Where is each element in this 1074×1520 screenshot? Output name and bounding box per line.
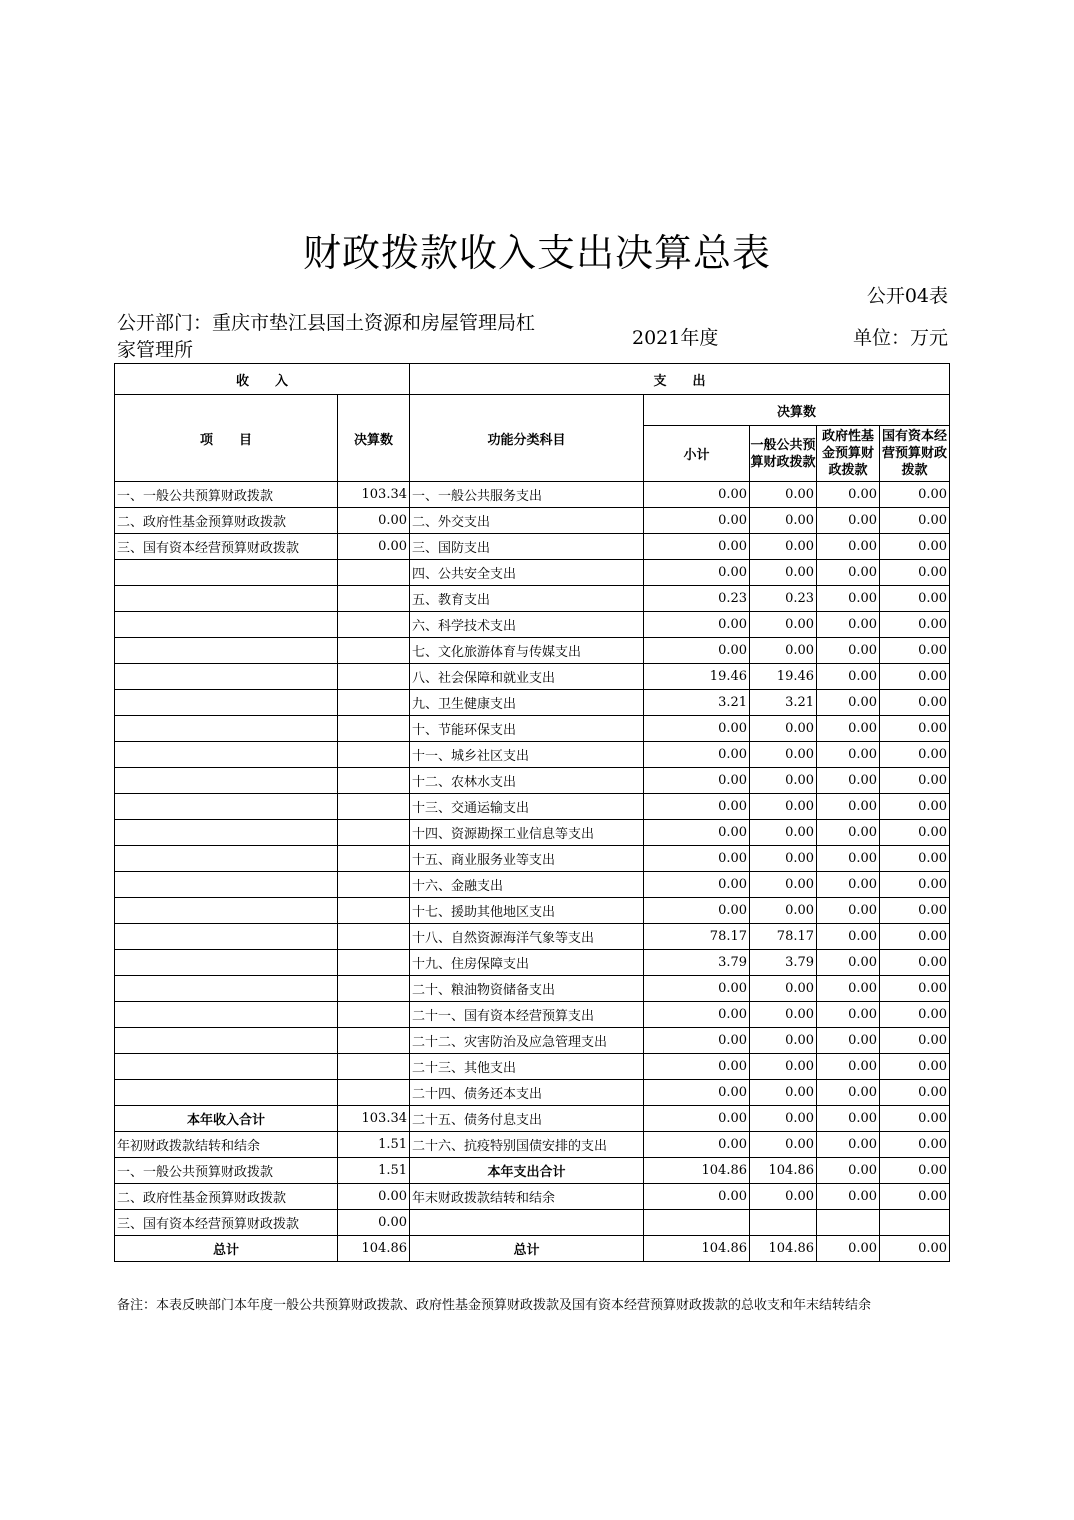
expense-amount-cell: 0.00 <box>880 638 950 664</box>
expense-amount-cell: 19.46 <box>644 664 750 690</box>
expense-item-cell: 二、外交支出 <box>410 508 644 534</box>
footnote: 备注：本表反映部门本年度一般公共预算财政拨款、政府性基金预算财政拨款及国有资本经营预算财政拨款的总收支和年末结转结余 <box>117 1298 872 1313</box>
expense-amount-cell: 0.00 <box>644 1054 750 1080</box>
expense-item-cell: 二十一、国有资本经营预算支出 <box>410 1002 644 1028</box>
expense-amount-cell: 0.00 <box>880 794 950 820</box>
amount-header: 决算数 <box>338 395 410 482</box>
expense-amount-cell: 0.00 <box>644 794 750 820</box>
table-row <box>115 638 950 664</box>
department-label: 公开部门：重庆市垫江县国土资源和房屋管理局杠家管理所 <box>117 312 536 361</box>
expense-amount-cell: 3.79 <box>644 950 750 976</box>
expense-item-cell: 七、文化旅游体育与传媒支出 <box>410 638 644 664</box>
income-amount-cell <box>338 820 410 846</box>
expense-amount-cell: 0.00 <box>750 872 817 898</box>
table-row <box>115 742 950 768</box>
expense-amount-cell: 0.00 <box>817 1236 880 1262</box>
expense-amount-cell: 0.00 <box>750 768 817 794</box>
expense-amount-cell: 0.00 <box>644 976 750 1002</box>
item-header: 项 目 <box>115 395 338 482</box>
income-amount-cell <box>338 638 410 664</box>
expense-amount-cell: 0.00 <box>817 664 880 690</box>
income-amount-cell <box>338 1080 410 1106</box>
income-item-cell: 一、一般公共预算财政拨款 <box>115 1158 338 1184</box>
form-number: 公开04表 <box>866 285 948 307</box>
expense-amount-cell: 0.00 <box>817 1184 880 1210</box>
table-row <box>115 482 950 508</box>
income-amount-cell: 103.34 <box>338 1106 410 1132</box>
page-title: 财政拨款收入支出决算总表 <box>302 231 771 275</box>
expense-amount-cell: 0.00 <box>880 1236 950 1262</box>
expense-item-cell: 总计 <box>410 1236 644 1262</box>
income-amount-cell <box>338 794 410 820</box>
expense-amount-cell: 0.00 <box>644 846 750 872</box>
table-row <box>115 898 950 924</box>
income-amount-cell <box>338 846 410 872</box>
expense-amount-cell: 0.00 <box>880 1054 950 1080</box>
expense-item-cell: 四、公共安全支出 <box>410 560 644 586</box>
income-amount-cell: 1.51 <box>338 1132 410 1158</box>
expense-amount-cell: 0.00 <box>880 846 950 872</box>
expense-amount-cell: 0.00 <box>750 1184 817 1210</box>
table-row <box>115 612 950 638</box>
expense-item-cell: 十九、住房保障支出 <box>410 950 644 976</box>
expense-amount-cell: 0.00 <box>817 1080 880 1106</box>
expense-amount-cell: 0.23 <box>644 586 750 612</box>
expense-item-cell: 年末财政拨款结转和结余 <box>410 1184 644 1210</box>
expense-amount-cell: 0.00 <box>750 976 817 1002</box>
expense-amount-cell: 0.00 <box>644 1028 750 1054</box>
expense-amount-cell: 104.86 <box>750 1236 817 1262</box>
expense-amount-cell: 78.17 <box>644 924 750 950</box>
expense-item-cell: 二十四、债务还本支出 <box>410 1080 644 1106</box>
income-amount-cell <box>338 612 410 638</box>
expense-amount-cell: 0.00 <box>750 742 817 768</box>
unit-label: 单位：万元 <box>852 327 948 349</box>
expense-amount-cell: 78.17 <box>750 924 817 950</box>
income-item-cell <box>115 820 338 846</box>
income-item-cell <box>115 794 338 820</box>
table-row <box>115 1054 950 1080</box>
expense-amount-cell: 0.00 <box>750 482 817 508</box>
income-amount-cell <box>338 1028 410 1054</box>
income-amount-cell <box>338 1002 410 1028</box>
income-amount-cell <box>338 742 410 768</box>
expense-amount-cell: 0.00 <box>750 1054 817 1080</box>
expense-item-cell: 九、卫生健康支出 <box>410 690 644 716</box>
expense-amount-cell: 0.00 <box>880 716 950 742</box>
expense-amount-cell: 0.00 <box>817 586 880 612</box>
header-row-2 <box>115 395 950 426</box>
final-amount-header: 决算数 <box>644 395 950 426</box>
expense-amount-cell: 0.00 <box>750 1002 817 1028</box>
income-amount-cell <box>338 586 410 612</box>
income-item-cell <box>115 1002 338 1028</box>
expense-amount-cell: 0.00 <box>880 612 950 638</box>
expense-amount-cell: 3.21 <box>644 690 750 716</box>
expense-item-cell: 十四、资源勘探工业信息等支出 <box>410 820 644 846</box>
table-row <box>115 560 950 586</box>
income-amount-cell: 0.00 <box>338 1210 410 1236</box>
income-item-cell: 一、一般公共预算财政拨款 <box>115 482 338 508</box>
income-amount-cell: 103.34 <box>338 482 410 508</box>
table-row <box>115 1184 950 1210</box>
table-row <box>115 976 950 1002</box>
expense-amount-cell: 0.00 <box>880 976 950 1002</box>
income-amount-cell <box>338 950 410 976</box>
header-row-1 <box>115 364 950 395</box>
income-item-cell <box>115 716 338 742</box>
income-item-cell: 总计 <box>115 1236 338 1262</box>
expense-amount-cell: 104.86 <box>750 1158 817 1184</box>
expense-item-cell: 五、教育支出 <box>410 586 644 612</box>
expense-amount-cell: 0.00 <box>644 768 750 794</box>
expense-amount-cell: 0.00 <box>817 794 880 820</box>
expense-amount-cell: 0.00 <box>817 768 880 794</box>
income-item-cell: 本年收入合计 <box>115 1106 338 1132</box>
income-item-cell <box>115 1028 338 1054</box>
expense-item-cell: 十一、城乡社区支出 <box>410 742 644 768</box>
expense-amount-cell: 104.86 <box>644 1236 750 1262</box>
expense-amount-cell: 0.00 <box>817 534 880 560</box>
expense-amount-cell: 0.00 <box>817 690 880 716</box>
expense-amount-cell: 0.00 <box>880 560 950 586</box>
expense-amount-cell: 0.00 <box>817 846 880 872</box>
expense-item-cell: 三、国防支出 <box>410 534 644 560</box>
table-row <box>115 872 950 898</box>
income-amount-cell <box>338 872 410 898</box>
expense-amount-cell <box>880 1210 950 1236</box>
expense-amount-cell: 0.00 <box>817 638 880 664</box>
expense-amount-cell: 3.21 <box>750 690 817 716</box>
expense-amount-cell: 0.00 <box>644 872 750 898</box>
expense-amount-cell: 0.00 <box>750 1132 817 1158</box>
expense-item-cell: 二十五、债务付息支出 <box>410 1106 644 1132</box>
expense-amount-cell: 0.00 <box>644 742 750 768</box>
table-row <box>115 1210 950 1236</box>
expense-amount-cell: 0.00 <box>644 820 750 846</box>
expense-amount-cell: 0.00 <box>880 950 950 976</box>
expense-amount-cell: 0.00 <box>644 1080 750 1106</box>
expense-amount-cell: 0.00 <box>817 1028 880 1054</box>
table-row <box>115 846 950 872</box>
table-row <box>115 768 950 794</box>
expense-amount-cell: 0.00 <box>817 612 880 638</box>
income-item-cell <box>115 846 338 872</box>
expense-amount-cell: 0.00 <box>750 534 817 560</box>
expense-item-cell: 十六、金融支出 <box>410 872 644 898</box>
table-row <box>115 1158 950 1184</box>
table-row <box>115 716 950 742</box>
income-amount-cell <box>338 716 410 742</box>
expense-amount-cell: 0.00 <box>644 638 750 664</box>
expense-amount-cell: 0.00 <box>880 1106 950 1132</box>
income-item-cell <box>115 612 338 638</box>
expense-amount-cell: 0.00 <box>817 560 880 586</box>
function-header: 功能分类科目 <box>410 395 644 482</box>
expense-amount-cell: 0.00 <box>880 690 950 716</box>
income-item-cell <box>115 924 338 950</box>
expense-amount-cell: 0.00 <box>750 716 817 742</box>
expense-amount-cell: 0.00 <box>880 482 950 508</box>
state-capital-header: 国有资本经营预算财政拨款 <box>880 426 950 482</box>
expense-amount-cell: 3.79 <box>750 950 817 976</box>
expense-amount-cell: 0.00 <box>750 638 817 664</box>
expense-item-cell: 一、一般公共服务支出 <box>410 482 644 508</box>
expense-amount-cell: 0.00 <box>880 820 950 846</box>
expense-amount-cell: 0.00 <box>644 716 750 742</box>
income-item-cell <box>115 872 338 898</box>
expense-item-cell: 十、节能环保支出 <box>410 716 644 742</box>
expense-amount-cell: 104.86 <box>644 1158 750 1184</box>
expense-amount-cell: 19.46 <box>750 664 817 690</box>
expense-amount-cell: 0.00 <box>750 1106 817 1132</box>
expense-amount-cell: 0.00 <box>644 1002 750 1028</box>
expense-amount-cell: 0.00 <box>644 612 750 638</box>
expense-amount-cell: 0.23 <box>750 586 817 612</box>
table-row <box>115 794 950 820</box>
income-item-cell <box>115 768 338 794</box>
expense-amount-cell: 0.00 <box>817 924 880 950</box>
table-row <box>115 1002 950 1028</box>
expense-amount-cell: 0.00 <box>880 924 950 950</box>
expense-amount-cell: 0.00 <box>644 482 750 508</box>
expense-amount-cell: 0.00 <box>817 1158 880 1184</box>
income-amount-cell <box>338 768 410 794</box>
expense-amount-cell: 0.00 <box>817 508 880 534</box>
expense-item-cell: 十八、自然资源海洋气象等支出 <box>410 924 644 950</box>
table-row <box>115 586 950 612</box>
fiscal-year: 2021年度 <box>632 327 719 349</box>
fund-budget-header: 政府性基金预算财政拨款 <box>817 426 880 482</box>
expense-amount-cell: 0.00 <box>817 976 880 1002</box>
expense-amount-cell: 0.00 <box>644 898 750 924</box>
expense-amount-cell: 0.00 <box>817 1106 880 1132</box>
expense-item-cell: 六、科学技术支出 <box>410 612 644 638</box>
expense-amount-cell: 0.00 <box>880 1158 950 1184</box>
table-row <box>115 1080 950 1106</box>
income-item-cell <box>115 976 338 1002</box>
expense-amount-cell: 0.00 <box>817 1132 880 1158</box>
table-row <box>115 1028 950 1054</box>
expense-item-cell: 二十三、其他支出 <box>410 1054 644 1080</box>
expense-amount-cell: 0.00 <box>817 820 880 846</box>
expense-amount-cell: 0.00 <box>644 1184 750 1210</box>
expense-amount-cell: 0.00 <box>817 1054 880 1080</box>
income-item-cell <box>115 586 338 612</box>
expense-amount-cell: 0.00 <box>880 742 950 768</box>
income-amount-cell <box>338 560 410 586</box>
expense-amount-cell: 0.00 <box>880 534 950 560</box>
expense-item-cell: 十三、交通运输支出 <box>410 794 644 820</box>
subtotal-header: 小计 <box>644 426 750 482</box>
table-row <box>115 534 950 560</box>
expense-amount-cell: 0.00 <box>817 716 880 742</box>
expense-amount-cell: 0.00 <box>880 872 950 898</box>
table-row <box>115 924 950 950</box>
expense-amount-cell <box>644 1210 750 1236</box>
income-amount-cell: 0.00 <box>338 1184 410 1210</box>
income-item-cell: 二、政府性基金预算财政拨款 <box>115 1184 338 1210</box>
expense-amount-cell: 0.00 <box>817 742 880 768</box>
expense-item-cell: 二十六、抗疫特别国债安排的支出 <box>410 1132 644 1158</box>
expense-amount-cell: 0.00 <box>817 1002 880 1028</box>
income-amount-cell: 104.86 <box>338 1236 410 1262</box>
expense-amount-cell: 0.00 <box>750 1080 817 1106</box>
expense-item-cell: 十二、农林水支出 <box>410 768 644 794</box>
expense-amount-cell: 0.00 <box>750 846 817 872</box>
income-item-cell <box>115 742 338 768</box>
expense-amount-cell: 0.00 <box>644 1132 750 1158</box>
appropriation-table <box>114 363 950 1262</box>
expense-amount-cell: 0.00 <box>750 820 817 846</box>
expense-item-cell: 十七、援助其他地区支出 <box>410 898 644 924</box>
expense-amount-cell: 0.00 <box>750 1028 817 1054</box>
expense-amount-cell: 0.00 <box>880 1080 950 1106</box>
expense-item-cell: 八、社会保障和就业支出 <box>410 664 644 690</box>
table-row <box>115 950 950 976</box>
expense-amount-cell: 0.00 <box>644 1106 750 1132</box>
general-budget-header: 一般公共预算财政拨款 <box>750 426 817 482</box>
expense-item-cell: 二十二、灾害防治及应急管理支出 <box>410 1028 644 1054</box>
expense-amount-cell <box>817 1210 880 1236</box>
income-item-cell <box>115 950 338 976</box>
income-item-cell: 二、政府性基金预算财政拨款 <box>115 508 338 534</box>
income-amount-cell <box>338 898 410 924</box>
expense-header: 支 出 <box>410 364 950 395</box>
expense-amount-cell: 0.00 <box>644 534 750 560</box>
income-item-cell <box>115 1080 338 1106</box>
income-item-cell <box>115 638 338 664</box>
income-item-cell: 三、国有资本经营预算财政拨款 <box>115 1210 338 1236</box>
expense-amount-cell: 0.00 <box>644 560 750 586</box>
income-item-cell: 三、国有资本经营预算财政拨款 <box>115 534 338 560</box>
table-row <box>115 690 950 716</box>
expense-amount-cell: 0.00 <box>880 1002 950 1028</box>
expense-amount-cell: 0.00 <box>880 508 950 534</box>
expense-item-cell: 二十、粮油物资储备支出 <box>410 976 644 1002</box>
expense-amount-cell: 0.00 <box>750 560 817 586</box>
income-amount-cell <box>338 664 410 690</box>
income-item-cell <box>115 664 338 690</box>
expense-amount-cell: 0.00 <box>817 482 880 508</box>
expense-amount-cell: 0.00 <box>817 872 880 898</box>
income-amount-cell <box>338 1054 410 1080</box>
expense-item-cell: 本年支出合计 <box>410 1158 644 1184</box>
expense-amount-cell: 0.00 <box>880 768 950 794</box>
income-amount-cell: 1.51 <box>338 1158 410 1184</box>
expense-amount-cell <box>750 1210 817 1236</box>
expense-amount-cell: 0.00 <box>817 950 880 976</box>
income-item-cell <box>115 560 338 586</box>
expense-amount-cell: 0.00 <box>880 1028 950 1054</box>
expense-amount-cell: 0.00 <box>817 898 880 924</box>
table-row <box>115 664 950 690</box>
income-amount-cell <box>338 924 410 950</box>
expense-item-cell <box>410 1210 644 1236</box>
expense-item-cell: 十五、商业服务业等支出 <box>410 846 644 872</box>
expense-amount-cell: 0.00 <box>880 1132 950 1158</box>
table-row <box>115 1106 950 1132</box>
expense-amount-cell: 0.00 <box>750 612 817 638</box>
table-row <box>115 1132 950 1158</box>
expense-amount-cell: 0.00 <box>880 898 950 924</box>
table-row <box>115 508 950 534</box>
income-item-cell: 年初财政拨款结转和结余 <box>115 1132 338 1158</box>
income-amount-cell <box>338 690 410 716</box>
income-item-cell <box>115 690 338 716</box>
expense-amount-cell: 0.00 <box>880 586 950 612</box>
expense-amount-cell: 0.00 <box>750 794 817 820</box>
expense-amount-cell: 0.00 <box>750 508 817 534</box>
income-amount-cell: 0.00 <box>338 534 410 560</box>
income-header: 收 入 <box>115 364 410 395</box>
income-item-cell <box>115 1054 338 1080</box>
table-row <box>115 820 950 846</box>
table-row <box>115 1236 950 1262</box>
income-amount-cell <box>338 976 410 1002</box>
expense-amount-cell: 0.00 <box>880 664 950 690</box>
expense-amount-cell: 0.00 <box>880 1184 950 1210</box>
income-amount-cell: 0.00 <box>338 508 410 534</box>
expense-amount-cell: 0.00 <box>644 508 750 534</box>
income-item-cell <box>115 898 338 924</box>
expense-amount-cell: 0.00 <box>750 898 817 924</box>
